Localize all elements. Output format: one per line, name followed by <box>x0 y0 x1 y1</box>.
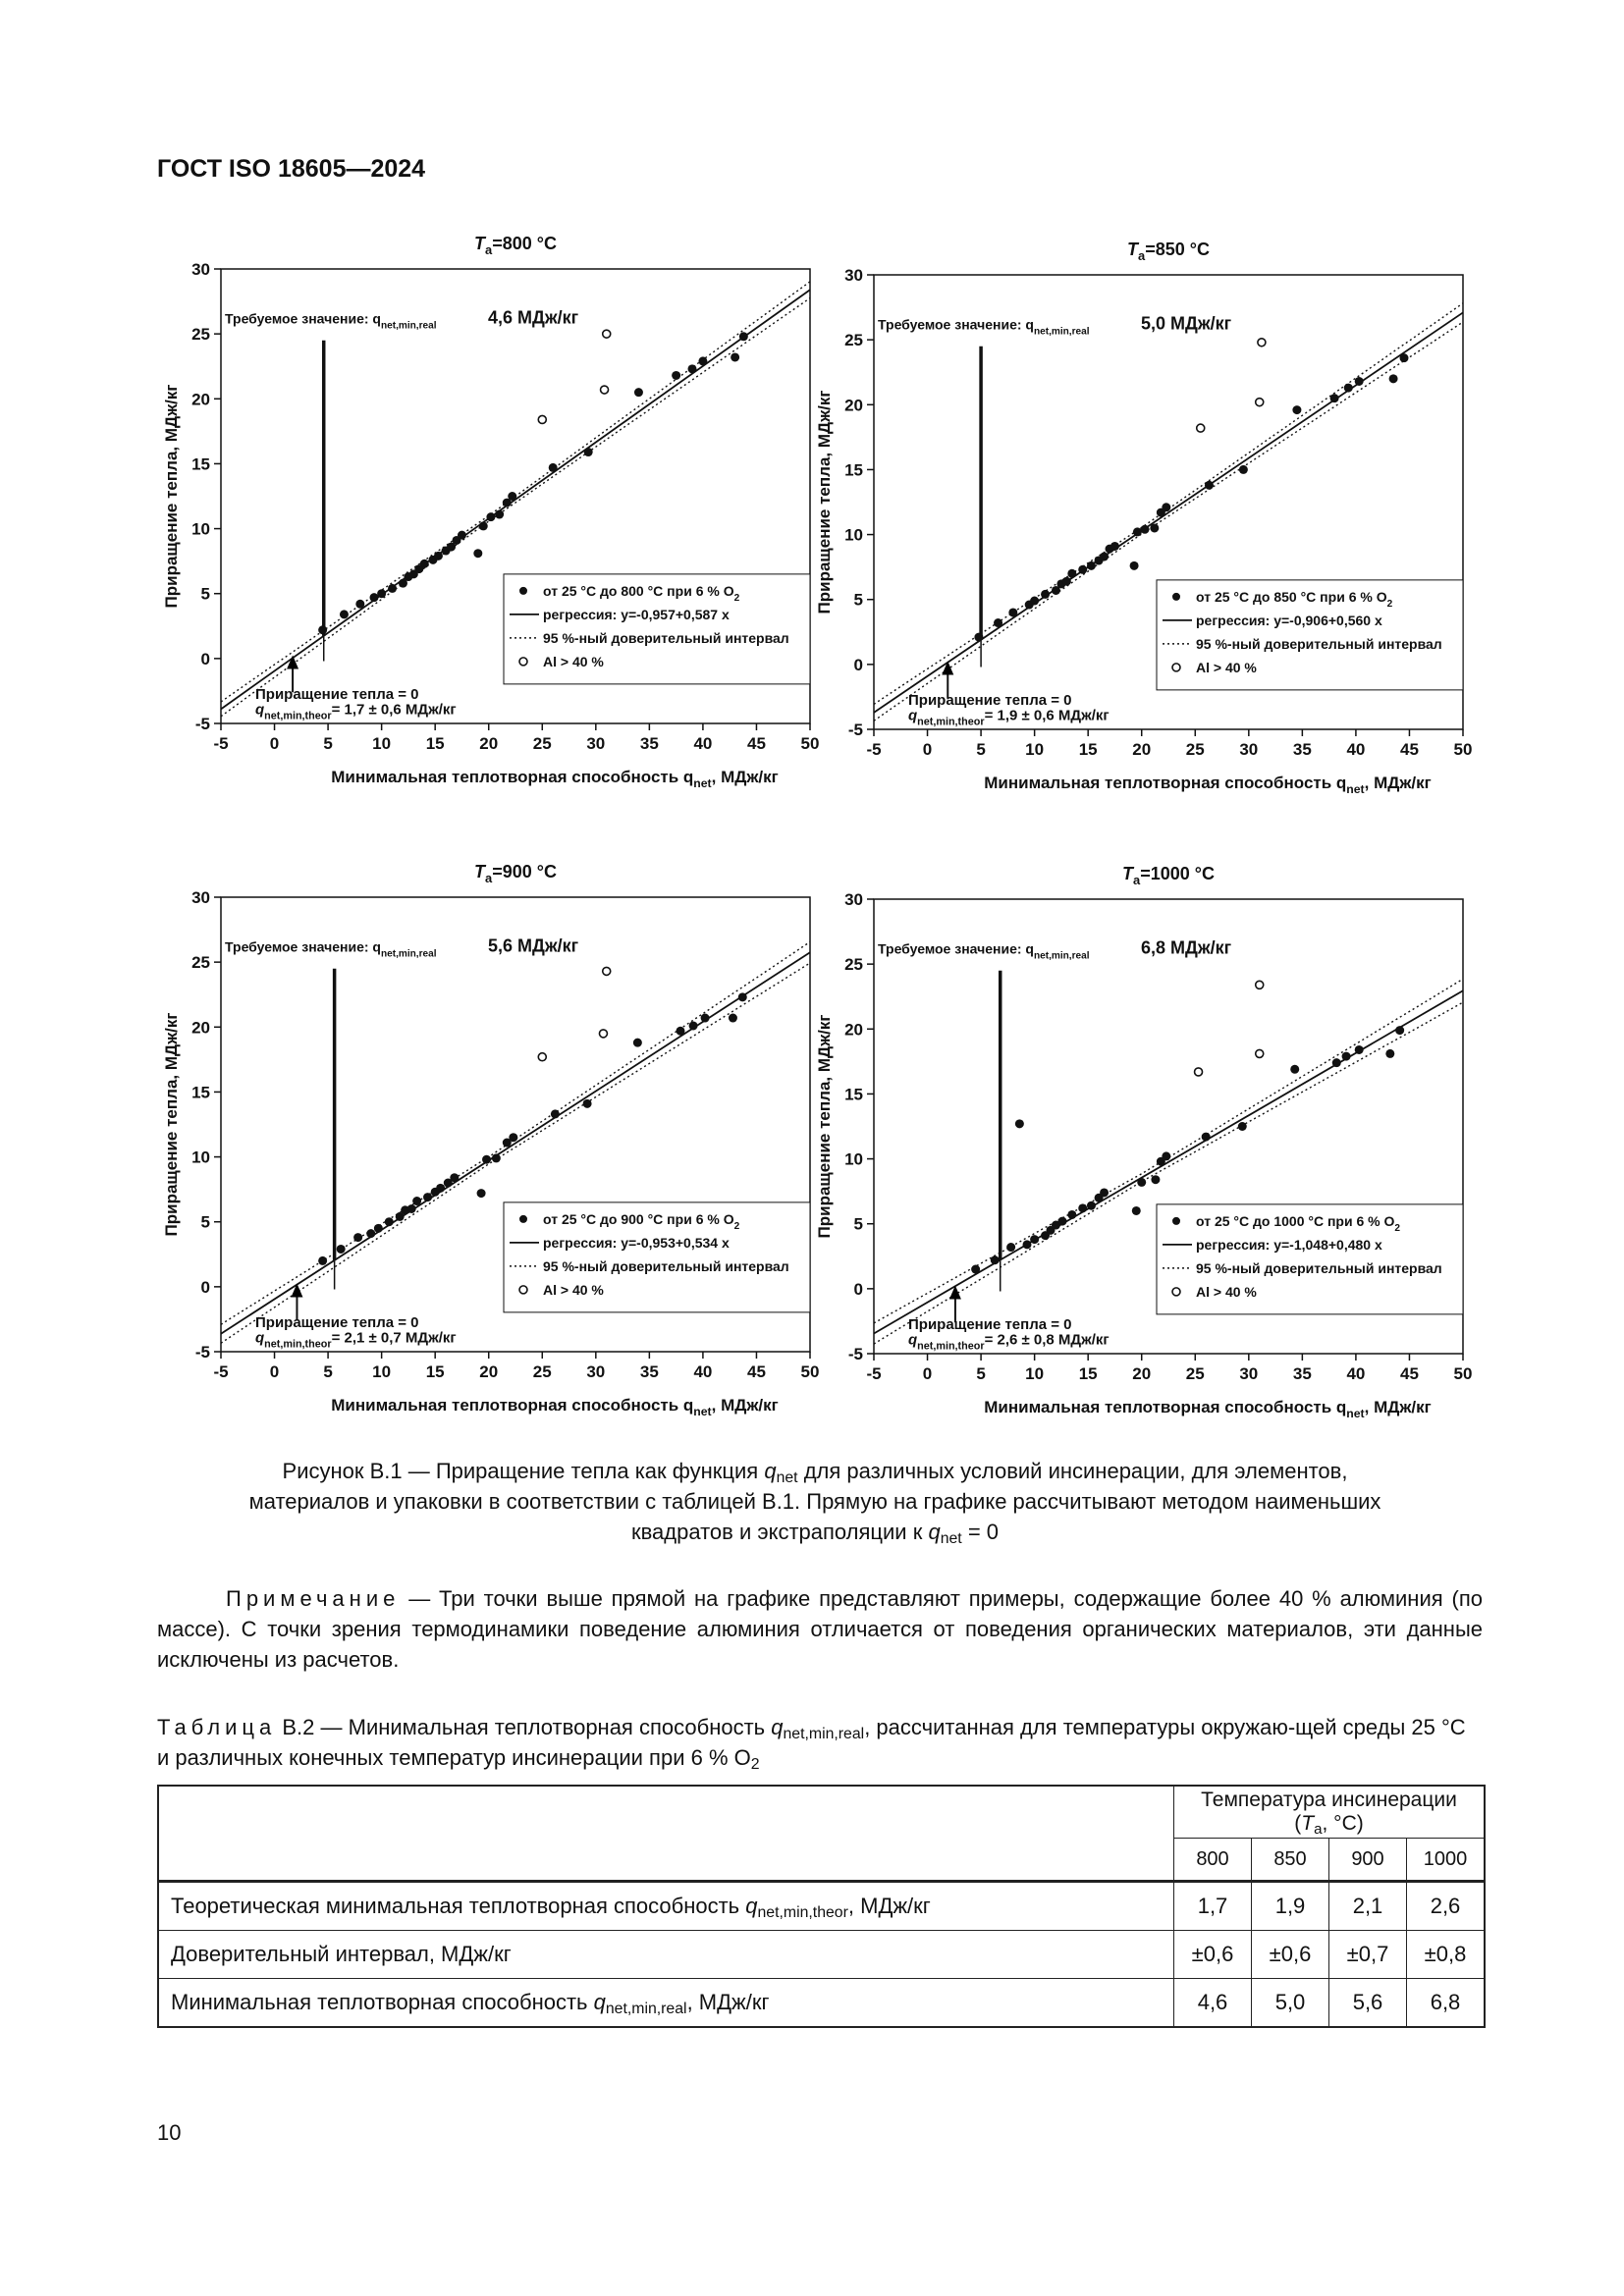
al-data-point <box>603 967 611 975</box>
data-point <box>337 1245 346 1254</box>
y-tick-label: 5 <box>200 584 210 604</box>
legend-point-marker <box>519 587 527 595</box>
table-header-temp: 850 <box>1252 1839 1329 1882</box>
x-tick-label: 0 <box>922 1364 933 1383</box>
y-tick-label: 10 <box>191 1148 210 1167</box>
data-point <box>495 510 504 519</box>
y-tick-label: 15 <box>191 454 210 474</box>
x-tick-label: 40 <box>693 1362 713 1381</box>
x-axis-label: Минимальная теплотворная способность $q_{net}$, МДж/кг <box>984 774 1432 796</box>
x-tick-label: 10 <box>372 734 392 753</box>
x-tick-label: 30 <box>1239 740 1259 759</box>
x-tick-label: 35 <box>1292 740 1312 759</box>
legend-ci-label: 95 %-ный доверительный интервал <box>1196 635 1442 652</box>
data-point <box>1162 503 1170 511</box>
data-point <box>1205 481 1214 490</box>
x-tick-label: 15 <box>425 1362 445 1381</box>
x-tick-label: 5 <box>976 1364 986 1383</box>
page-number: 10 <box>157 2120 182 2145</box>
al-data-point <box>1258 339 1266 347</box>
data-point <box>1290 1065 1299 1074</box>
table-cell: ±0,6 <box>1174 1931 1252 1979</box>
table-header-temp: 800 <box>1174 1839 1252 1882</box>
table-row <box>158 1931 1485 1979</box>
y-tick-label: 10 <box>844 1149 863 1169</box>
x-tick-label: 25 <box>1185 740 1205 759</box>
required-value-label: Требуемое значение: $q_{net,min,real}$ <box>878 940 1090 962</box>
y-tick-label: 20 <box>191 390 210 409</box>
y-tick-label: -5 <box>847 1345 863 1363</box>
x-tick-label: 45 <box>746 1362 766 1381</box>
x-tick-label: 35 <box>1292 1364 1312 1383</box>
x-tick-label: 50 <box>1453 1364 1473 1383</box>
table-row <box>158 1979 1485 2028</box>
data-point <box>1238 1122 1247 1131</box>
x-tick-label: 20 <box>1132 1364 1152 1383</box>
legend-al-label: Al > 40 % <box>543 1281 604 1298</box>
data-point <box>1015 1119 1024 1128</box>
legend-point-marker <box>1172 593 1180 601</box>
legend-al-label: Al > 40 % <box>543 653 604 669</box>
x-tick-label: 0 <box>269 734 280 753</box>
data-point <box>1332 1058 1341 1067</box>
x-tick-label: 25 <box>532 1362 552 1381</box>
data-point <box>1162 1151 1170 1160</box>
chart-850 <box>810 234 1517 842</box>
x-tick-label: 50 <box>1453 740 1473 759</box>
required-value-number: 6,8 МДж/кг <box>1141 937 1232 958</box>
table-cell: 5,0 <box>1252 1979 1329 2028</box>
y-tick-label: 15 <box>844 1085 863 1104</box>
data-point <box>420 560 429 568</box>
al-data-point <box>1197 424 1205 432</box>
x-tick-label: 15 <box>1078 740 1098 759</box>
data-point <box>1133 527 1142 536</box>
x-tick-label: 15 <box>425 734 445 753</box>
data-point <box>1078 1203 1087 1212</box>
required-value-label: Требуемое значение: $q_{net,min,real}$ <box>225 938 437 960</box>
x-axis-label: Минимальная теплотворная способность $q_{net}$, МДж/кг <box>331 768 779 790</box>
data-point <box>551 1109 560 1118</box>
chart-1000 <box>810 858 1517 1467</box>
table-cell: ±0,7 <box>1329 1931 1407 1979</box>
y-tick-label: 30 <box>844 890 863 909</box>
data-point <box>672 371 680 380</box>
x-tick-label: 40 <box>1346 740 1366 759</box>
data-point <box>366 1229 375 1238</box>
x-tick-label: 0 <box>269 1362 280 1381</box>
data-point <box>1087 1201 1096 1210</box>
data-point <box>1062 577 1071 586</box>
theoretical-value-label: $q_{net,min,theor}= 2,6 \pm 0,8$ МДж/кг <box>908 1331 1110 1353</box>
legend-points-label: от 25 °C до 900 °C при 6 % $O_2$ <box>543 1210 740 1232</box>
legend-ci-label: 95 %-ный доверительный интервал <box>543 629 789 646</box>
x-tick-label: 5 <box>976 740 986 759</box>
x-axis-label: Минимальная теплотворная способность $q_{net}$, МДж/кг <box>331 1396 779 1418</box>
zero-label: Приращение тепла = 0 <box>255 1313 419 1331</box>
y-tick-label: 20 <box>844 1020 863 1040</box>
theoretical-value-label: $q_{net,min,theor}= 1,7 \pm 0,6$ МДж/кг <box>255 701 457 722</box>
data-point <box>1100 1188 1109 1197</box>
data-point <box>407 1204 416 1213</box>
data-point <box>370 593 379 602</box>
y-axis-label: Приращение тепла, МДж/кг <box>815 1014 834 1239</box>
legend-ci-label: 95 %-ный доверительный интервал <box>543 1257 789 1274</box>
data-point <box>1058 1217 1067 1226</box>
legend-ci-label: 95 %-ный доверительный интервал <box>1196 1259 1442 1276</box>
chart-svg <box>157 856 864 1465</box>
data-point <box>1355 1045 1364 1054</box>
y-axis-label: Приращение тепла, МДж/кг <box>162 1012 181 1237</box>
x-tick-label: -5 <box>866 1364 882 1383</box>
data-point <box>1151 1175 1160 1184</box>
y-tick-label: 25 <box>191 953 210 973</box>
chart-svg <box>157 228 864 836</box>
legend-al-marker <box>1172 664 1180 671</box>
data-point <box>473 549 482 558</box>
data-point <box>377 589 386 598</box>
figure-caption: Рисунок В.1 — Приращение тепла как функция $q_{net}$ для различных условий инсинерации, для элементов, материалов и упаковки в соответствии с таблицей В.1. Прямую на графике рассчитывают методом наименьших квадратов и экстраполяции к $q_{net} = 0$ <box>248 1459 1381 1547</box>
table-caption: Таблица В.2 — Минимальная теплотворная способность $q_{net,min,real}$, рассчитанная для температуры окружаю-щей среды 25 °C и различных конечных температур инсинерации при 6 % $O_2$ <box>157 1715 1466 1773</box>
y-tick-label: 15 <box>191 1083 210 1102</box>
required-value-label: Требуемое значение: $q_{net,min,real}$ <box>225 310 437 332</box>
zero-label: Приращение тепла = 0 <box>908 1315 1072 1333</box>
data-point <box>974 633 983 642</box>
data-point <box>1067 1210 1076 1219</box>
x-axis-label: Минимальная теплотворная способность $q_{net}$, МДж/кг <box>984 1398 1432 1420</box>
theoretical-value-label: $q_{net,min,theor}= 1,9 \pm 0,6$ МДж/кг <box>908 707 1110 728</box>
y-tick-label: 25 <box>191 325 210 345</box>
y-tick-label: 20 <box>191 1018 210 1038</box>
data-point <box>1087 561 1096 570</box>
data-point <box>318 1256 327 1265</box>
data-point <box>423 1193 432 1201</box>
chart-800 <box>157 228 864 836</box>
al-data-point <box>1195 1068 1203 1076</box>
data-point <box>688 364 697 373</box>
y-tick-label: 0 <box>853 1279 863 1299</box>
data-point <box>1239 465 1248 474</box>
data-point <box>482 1155 491 1164</box>
legend-points-label: от 25 °C до 1000 °C при 6 % $O_2$ <box>1196 1212 1400 1234</box>
zero-arrow-head <box>287 655 298 668</box>
required-value-number: 5,6 МДж/кг <box>488 935 579 956</box>
data-point <box>1344 384 1353 393</box>
al-data-point <box>603 330 611 338</box>
data-point <box>731 352 739 361</box>
x-tick-label: 45 <box>746 734 766 753</box>
y-tick-label: 5 <box>853 590 863 610</box>
al-data-point <box>538 415 546 423</box>
data-point <box>698 356 707 365</box>
y-axis-label: Приращение тепла, МДж/кг <box>815 390 834 614</box>
al-data-point <box>538 1053 546 1061</box>
zero-arrow-head <box>291 1283 302 1297</box>
legend-regression-label: регрессия: y=-0,906+0,560 x <box>1196 612 1382 628</box>
y-tick-label: 30 <box>844 266 863 285</box>
data-point <box>1141 525 1150 534</box>
al-data-point <box>601 386 609 394</box>
legend-al-marker <box>519 658 527 666</box>
y-tick-label: 0 <box>200 1277 210 1297</box>
al-data-point <box>599 1030 607 1038</box>
chart-svg <box>810 234 1517 842</box>
data-point <box>1023 1240 1032 1249</box>
legend-al-label: Al > 40 % <box>1196 1283 1257 1300</box>
x-tick-label: 35 <box>639 734 659 753</box>
data-point <box>1400 353 1409 362</box>
data-point <box>318 625 327 634</box>
data-point <box>509 1133 517 1142</box>
data-point <box>1067 569 1076 578</box>
y-tick-label: 25 <box>844 955 863 975</box>
legend-regression-label: регрессия: y=-0,957+0,587 x <box>543 606 730 622</box>
data-point <box>1041 590 1050 599</box>
x-tick-label: 40 <box>1346 1364 1366 1383</box>
data-point <box>1100 553 1109 561</box>
zero-label: Приращение тепла = 0 <box>255 685 419 703</box>
data-point <box>385 1217 394 1226</box>
data-point <box>701 1014 710 1023</box>
data-point <box>633 1039 642 1047</box>
y-tick-label: 10 <box>844 525 863 545</box>
data-point <box>1110 542 1119 551</box>
data-point <box>1342 1052 1351 1061</box>
data-point <box>583 1099 592 1108</box>
x-tick-label: 30 <box>1239 1364 1259 1383</box>
legend-points-label: от 25 °C до 850 °C при 6 % $O_2$ <box>1196 588 1393 610</box>
data-point <box>1030 597 1039 606</box>
table-cell: 5,6 <box>1329 1979 1407 2028</box>
table-header-temp: 1000 <box>1407 1839 1486 1882</box>
row-label: Доверительный интервал, МДж/кг <box>158 1931 1174 1979</box>
data-point <box>508 492 516 501</box>
document-header: ГОСТ ISO 18605—2024 <box>157 155 426 183</box>
data-point <box>1389 374 1398 383</box>
table-corner <box>158 1786 1174 1882</box>
x-tick-label: 20 <box>1132 740 1152 759</box>
al-data-point <box>1256 981 1264 988</box>
x-tick-label: 5 <box>323 1362 333 1381</box>
data-point <box>374 1224 383 1233</box>
required-value-number: 5,0 МДж/кг <box>1141 313 1232 334</box>
legend-points-label: от 25 °C до 800 °C при 6 % $O_2$ <box>543 582 740 604</box>
y-tick-label: -5 <box>194 715 210 733</box>
x-tick-label: 0 <box>922 740 933 759</box>
data-point <box>450 1173 459 1182</box>
data-point <box>1330 394 1339 402</box>
x-tick-label: 35 <box>639 1362 659 1381</box>
al-data-point <box>1256 399 1264 406</box>
table-cell: 4,6 <box>1174 1979 1252 2028</box>
table-cell: 1,9 <box>1252 1882 1329 1931</box>
x-tick-label: 45 <box>1399 1364 1419 1383</box>
zero-arrow-head <box>942 661 953 674</box>
legend-regression-label: регрессия: y=-0,953+0,534 x <box>543 1234 730 1251</box>
x-tick-label: 30 <box>586 1362 606 1381</box>
data-point <box>1130 561 1139 570</box>
data-point <box>434 552 443 561</box>
table-cell: 2,6 <box>1407 1882 1486 1931</box>
y-tick-label: 5 <box>853 1214 863 1234</box>
chart-title: $T_a=800$ °C <box>474 234 557 257</box>
data-point <box>436 1184 445 1193</box>
x-tick-label: 25 <box>1185 1364 1205 1383</box>
x-tick-label: -5 <box>213 1362 229 1381</box>
data-point <box>689 1021 698 1030</box>
required-value-number: 4,6 МДж/кг <box>488 307 579 328</box>
data-point <box>1132 1206 1141 1215</box>
x-tick-label: 10 <box>1025 1364 1045 1383</box>
data-point <box>1030 1235 1039 1244</box>
x-tick-label: 5 <box>323 734 333 753</box>
row-label: Минимальная теплотворная способность $q_{net,min,real}$, МДж/кг <box>158 1979 1174 2028</box>
data-point <box>1385 1049 1394 1058</box>
y-tick-label: 0 <box>853 655 863 674</box>
table-cell: ±0,8 <box>1407 1931 1486 1979</box>
table-cell: ±0,6 <box>1252 1931 1329 1979</box>
y-axis-label: Приращение тепла, МДж/кг <box>162 384 181 609</box>
y-tick-label: 30 <box>191 888 210 907</box>
legend-regression-label: регрессия: y=-1,048+0,480 x <box>1196 1236 1382 1253</box>
chart-title: $T_a=850$ °C <box>1127 240 1210 263</box>
table-header-temperature: Температура инсинерации ($T_a$, °C) <box>1174 1786 1486 1839</box>
x-tick-label: -5 <box>866 740 882 759</box>
x-tick-label: 50 <box>800 1362 820 1381</box>
data-point <box>477 1189 486 1198</box>
y-tick-label: -5 <box>194 1343 210 1362</box>
legend-point-marker <box>1172 1217 1180 1225</box>
x-tick-label: 20 <box>479 1362 499 1381</box>
data-point <box>634 388 643 397</box>
required-value-label: Требуемое значение: $q_{net,min,real}$ <box>878 316 1090 338</box>
x-tick-label: 25 <box>532 734 552 753</box>
legend-al-marker <box>1172 1288 1180 1296</box>
results-table <box>157 1785 1486 2028</box>
data-point <box>971 1265 980 1274</box>
legend-al-marker <box>519 1286 527 1294</box>
x-tick-label: 30 <box>586 734 606 753</box>
data-point <box>1395 1026 1404 1035</box>
data-point <box>412 1197 421 1205</box>
y-tick-label: 5 <box>200 1212 210 1232</box>
table-row <box>158 1882 1485 1931</box>
zero-label: Приращение тепла = 0 <box>908 691 1072 709</box>
data-point <box>677 1027 685 1036</box>
data-point <box>492 1153 501 1162</box>
data-point <box>1150 523 1159 532</box>
data-point <box>458 531 466 540</box>
data-point <box>1292 405 1301 414</box>
data-point <box>1006 1243 1015 1252</box>
x-tick-label: 40 <box>693 734 713 753</box>
data-point <box>991 1255 1000 1264</box>
x-tick-label: 10 <box>372 1362 392 1381</box>
data-point <box>1078 565 1087 574</box>
chart-title: $T_a=900$ °C <box>474 862 557 885</box>
y-tick-label: -5 <box>847 721 863 739</box>
x-tick-label: 50 <box>800 734 820 753</box>
data-point <box>739 332 748 341</box>
data-point <box>388 584 397 593</box>
data-point <box>584 448 593 456</box>
legend-al-label: Al > 40 % <box>1196 659 1257 675</box>
note: Примечание — Три точки выше прямой на графике представляют примеры, содержащие более 40 % алюминия (по массе). С точки зрения термодинамики поведение алюминия отличается от поведения органических материалов, эти данные исключены из расчетов. <box>157 1586 1483 1672</box>
data-point <box>340 610 349 618</box>
chart-svg <box>810 858 1517 1467</box>
x-tick-label: 20 <box>479 734 499 753</box>
data-point <box>1355 377 1364 386</box>
table-cell: 6,8 <box>1407 1979 1486 2028</box>
y-tick-label: 0 <box>200 649 210 668</box>
x-tick-label: 45 <box>1399 740 1419 759</box>
y-tick-label: 20 <box>844 396 863 415</box>
al-data-point <box>1256 1049 1264 1057</box>
data-point <box>994 618 1002 627</box>
data-point <box>1202 1133 1211 1142</box>
data-point <box>479 521 488 530</box>
data-point <box>486 512 495 521</box>
data-point <box>549 463 558 472</box>
data-point <box>1137 1178 1146 1187</box>
y-tick-label: 25 <box>844 331 863 350</box>
y-tick-label: 10 <box>191 519 210 539</box>
table-cell: 2,1 <box>1329 1882 1407 1931</box>
chart-900 <box>157 856 864 1465</box>
data-point <box>353 1233 362 1242</box>
data-point <box>729 1014 737 1023</box>
chart-title: $T_a=1000$ °C <box>1122 864 1215 887</box>
data-point <box>738 992 747 1001</box>
y-tick-label: 15 <box>844 460 863 480</box>
note-label: Примечание <box>226 1586 401 1611</box>
x-tick-label: -5 <box>213 734 229 753</box>
row-label: Теоретическая минимальная теплотворная способность $q_{net,min,theor}$, МДж/кг <box>158 1882 1174 1931</box>
data-point <box>1008 608 1017 616</box>
x-tick-label: 10 <box>1025 740 1045 759</box>
data-point <box>355 600 364 609</box>
table-cell: 1,7 <box>1174 1882 1252 1931</box>
table-header-temp: 900 <box>1329 1839 1407 1882</box>
legend-point-marker <box>519 1215 527 1223</box>
x-tick-label: 15 <box>1078 1364 1098 1383</box>
y-tick-label: 30 <box>191 260 210 279</box>
theoretical-value-label: $q_{net,min,theor}= 2,1 \pm 0,7$ МДж/кг <box>255 1329 457 1351</box>
